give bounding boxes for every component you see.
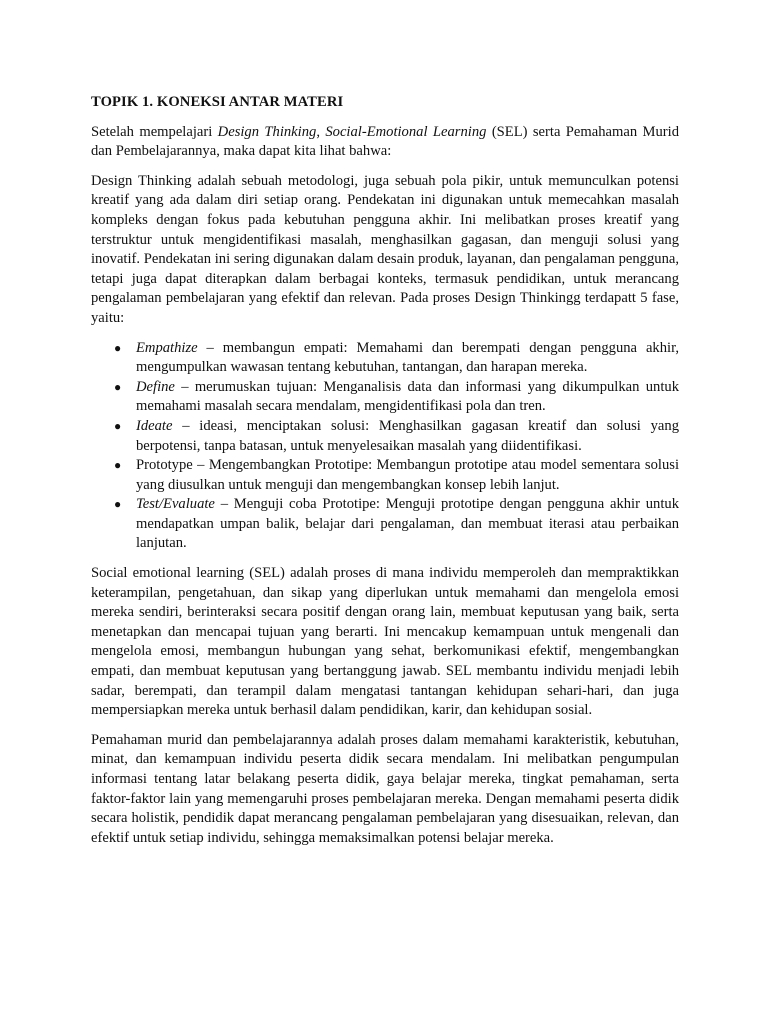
phase-desc: Prototype – Mengembangkan Prototipe: Membangun prototipe atau model sementara solusi yang diusulkan untuk menguji dan mengembangkan konsep lebih lanjut.: [136, 457, 679, 493]
phase-desc: – Menguji coba Prototipe: Menguji prototipe dengan pengguna akhir untuk mendapatkan umpan balik, belajar dari pengalaman, dan membuat iterasi atau perbaikan lanjutan.: [136, 496, 679, 552]
bullet-icon: ●: [114, 418, 122, 433]
sel-paragraph: Social emotional learning (SEL) adalah proses di mana individu memperoleh dan mempraktikkan keterampilan, pengetahuan, dan sikap yang diperlukan untuk memahami dan mengelola emosi mereka sendiri, berinteraksi secara positif dengan orang lain, membuat keputusan yang baik, serta menetapkan dan mencapai tujuan yang berarti. Ini mencakup kemampuan untuk mengenali dan mengelola emosi, membangun hubungan yang sehat, berkomunikasi efektif, mengembangkan empati, dan membuat keputusan yang bertanggung jawab. SEL membantu individu menjadi lebih sadar, berempati, dan terampil dalam mengatasi tantangan kehidupan sehari-hari, dan juga mempersiapkan mereka untuk berhasil dalam pendidikan, karir, dan kehidupan sosial.: [91, 565, 679, 719]
phase-desc: – merumuskan tujuan: Menganalisis data dan informasi yang dikumpulkan untuk memahami masalah secara mendalam, mengidentifikasi pola dan tren.: [136, 378, 679, 415]
intro-sel: Social-Emotional Learning: [325, 123, 487, 140]
intro-design-thinking: Design Thinking: [217, 123, 317, 140]
phase-desc: – ideasi, menciptakan solusi: Menghasilkan gagasan kreatif dan solusi yang berpotensi, tanpa batasan, untuk menyelesaikan masalah yang diidentifikasi.: [136, 417, 679, 454]
bullet-icon: ●: [114, 379, 122, 394]
document-page: [91, 93, 679, 858]
phase-term: Ideate: [136, 417, 173, 434]
bullet-icon: ●: [114, 458, 122, 473]
phase-item-empathize: [114, 339, 679, 378]
bullet-icon: ●: [114, 340, 122, 355]
intro-sep: ,: [316, 123, 326, 140]
design-thinking-paragraph: Design Thinking adalah sebuah metodologi, juga sebuah pola pikir, untuk memunculkan potensi kreatif yang ada dalam diri setiap orang. Pendekatan ini digunakan untuk memecahkan masalah kompleks dengan fokus pada kebutuhan pengguna akhir. Ini melibatkan proses kreatif yang terstruktur untuk mengidentifikasi masalah, menghasilkan gagasan, dan menguji solusi yang inovatif. Pendekatan ini sering digunakan dalam desain produk, layanan, dan pengalaman pengguna, tetapi juga dapat diterapkan dalam berbagai konteks, termasuk pendidikan, untuk merancang pengalaman pembelajaran yang efektif dan relevan. Pada proses Design Thinkingg terdapatt 5 fase, yaitu:: [91, 172, 679, 326]
phase-item-define: [114, 378, 679, 417]
intro-paragraph: [91, 123, 679, 162]
bullet-icon: ●: [114, 497, 122, 512]
phase-desc: – membangun empati: Memahami dan berempati dengan pengguna akhir, mengumpulkan wawasan tentang kebutuhan, tantangan, dan harapan mereka.: [136, 339, 679, 376]
intro-post: (SEL) serta Pemahaman Murid dan Pembelajarannya, maka dapat kita lihat bahwa:: [91, 123, 680, 160]
phase-list: [91, 339, 679, 555]
phase-term: Test/Evaluate: [136, 496, 215, 513]
student-understanding-paragraph: Pemahaman murid dan pembelajarannya adalah proses dalam memahami karakteristik, kebutuhan, minat, dan kemampuan individu peserta didik secara mendalam. Ini melibatkan pengumpulan informasi tentang latar belakang peserta didik, gaya belajar mereka, tingkat pemahaman, serta faktor-faktor lain yang memengaruhi proses pembelajaran mereka. Dengan memahami peserta didik secara holistik, pendidik dapat merancang pengalaman pembelajaran yang disesuaikan, relevan, dan efektif untuk setiap individu, sehingga memaksimalkan potensi belajar mereka.: [91, 731, 679, 846]
phase-item-prototype: [114, 456, 679, 495]
page-title: TOPIK 1. KONEKSI ANTAR MATERI: [91, 94, 344, 110]
phase-term: Empathize: [136, 339, 198, 356]
phase-item-test-evaluate: [114, 495, 679, 554]
phase-item-ideate: [114, 417, 679, 456]
phase-term: Define: [136, 378, 175, 395]
intro-pre: Setelah mempelajari: [91, 123, 218, 140]
